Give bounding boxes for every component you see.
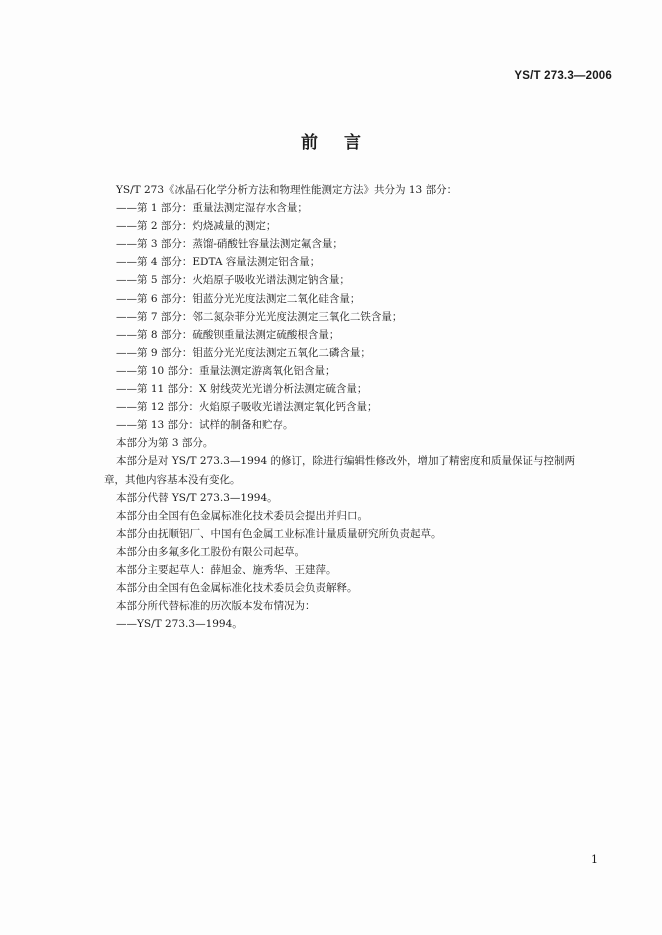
drafting-org-statement-2: 本部分由多氟多化工股份有限公司起草。 [116, 545, 305, 558]
standard-code: YS/T 273.3—2006 [514, 70, 612, 82]
foreword-body [104, 181, 616, 633]
part-list-item: ——第 5 部分：火焰原子吸收光谱法测定钠含量； [116, 274, 350, 287]
part-list-item: ——第 7 部分：邻二氮杂菲分光光度法测定三氧化二铁含量； [116, 310, 403, 323]
page-number: 1 [591, 853, 598, 866]
interpretation-statement: 本部分由全国有色金属标准化技术委员会负责解释。 [116, 582, 358, 595]
part-list-item: ——第 9 部分：钼蓝分光光度法测定五氧化二磷含量； [116, 346, 371, 359]
part-list-item: ——第 3 部分：蒸馏-硝酸钍容量法测定氟含量； [116, 238, 343, 251]
revision-paragraph-line-2: 章，其他内容基本没有变化。 [104, 473, 241, 486]
part-list-item: ——第 13 部分：试样的制备和贮存。 [116, 419, 294, 432]
intro-paragraph: YS/T 273《冰晶石化学分析方法和物理性能测定方法》共分为 13 部分： [116, 184, 458, 196]
drafters-statement: 本部分主要起草人：薛旭金、施秀华、王建萍。 [116, 563, 337, 576]
page-title: 前言 [301, 133, 387, 153]
this-part-statement: 本部分为第 3 部分。 [116, 437, 214, 450]
part-list-item: ——第 8 部分：硫酸钡重量法测定硫酸根含量； [116, 328, 340, 341]
replaces-statement: 本部分代替 YS/T 273.3—1994。 [116, 491, 278, 504]
history-list-item: ——YS/T 273.3—1994。 [116, 618, 243, 631]
part-list-item: ——第 2 部分：灼烧减量的测定； [116, 220, 277, 233]
drafting-org-statement-1: 本部分由抚顺铝厂、中国有色金属工业标准计量质量研究所负责起草。 [116, 527, 442, 540]
part-list-item: ——第 12 部分：火焰原子吸收光谱法测定氧化钙含量； [116, 401, 378, 414]
part-list-item: ——第 6 部分：钼蓝分光光度法测定二氧化硅含量； [116, 292, 361, 305]
part-list-item: ——第 1 部分：重量法测定湿存水含量； [116, 202, 308, 215]
history-intro: 本部分所代替标准的历次版本发布情况为： [116, 600, 316, 613]
part-list-item: ——第 4 部分：EDTA 容量法测定铝含量； [116, 256, 321, 269]
proposed-by-statement: 本部分由全国有色金属标准化技术委员会提出并归口。 [116, 509, 368, 522]
part-list-item: ——第 10 部分：重量法测定游离氧化铝含量； [116, 364, 336, 377]
part-list-item: ——第 11 部分：X 射线荧光光谱分析法测定硫含量； [116, 383, 368, 396]
revision-paragraph-line-1: 本部分是对 YS/T 273.3—1994 的修订，除进行编辑性修改外，增加了精密度和质量保证与控制两 [116, 455, 575, 468]
